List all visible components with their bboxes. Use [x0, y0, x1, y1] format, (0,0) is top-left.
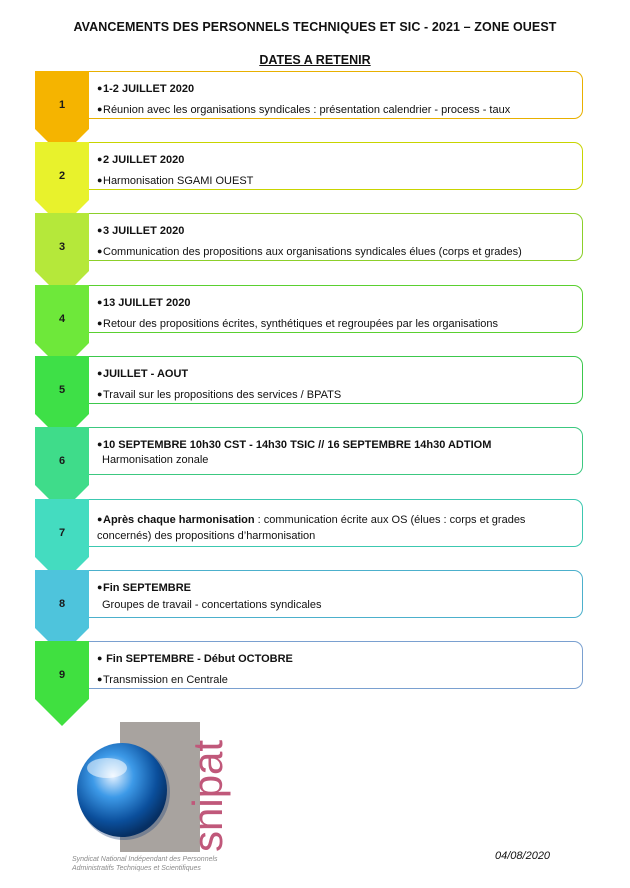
step-date: 13 JUILLET 2020 — [103, 297, 191, 309]
step-card-2: ●2 JUILLET 2020 ●Harmonisation SGAMI OUEST — [89, 142, 583, 190]
footer-date: 04/08/2020 — [495, 850, 551, 862]
step-text: Communication des propositions aux organisations syndicales élues (corps et grades) — [103, 246, 522, 258]
step-date: 2 JUILLET 2020 — [103, 154, 185, 166]
logo-wordmark: snipat — [184, 739, 231, 852]
step-number: 7 — [58, 527, 66, 539]
page-subtitle: DATES A RETENIR — [259, 53, 371, 67]
step-card-7: ●Après chaque harmonisation : communication écrite aux OS (élues : corps et grades concernés) des propositions d’harmonisation — [89, 499, 583, 547]
step-date: Après chaque harmonisation — [103, 514, 255, 526]
step-text: Transmission en Centrale — [103, 674, 228, 686]
step-number: 6 — [58, 455, 66, 467]
step-date: JUILLET - AOUT — [103, 368, 189, 380]
step-date: 3 JUILLET 2020 — [103, 225, 185, 237]
step-text: Réunion avec les organisations syndicales : présentation calendrier - process - taux — [103, 104, 511, 116]
step-card-9: ● Fin SEPTEMBRE - Début OCTOBRE ●Transmission en Centrale — [89, 641, 583, 689]
snipat-logo — [72, 722, 237, 882]
step-text: : communication écrite aux OS (élues : corps et grades concernés) des propositions d’harmonisation — [97, 514, 526, 542]
step-number: 8 — [58, 598, 66, 610]
step-number: 4 — [58, 313, 66, 325]
step-card-6: ●10 SEPTEMBRE 10h30 CST - 14h30 TSIC // 16 SEPTEMBRE 14h30 ADTIOM Harmonisation zonale — [89, 427, 583, 475]
step-date: Fin SEPTEMBRE — [103, 582, 192, 594]
logo-caption: Syndicat National Indépendant des Personnels Administratifs Techniques et Scientifiques — [72, 856, 218, 872]
step-number: 5 — [58, 384, 66, 396]
step-date: Fin SEPTEMBRE - Début OCTOBRE — [106, 653, 293, 665]
step-date: 1-2 JUILLET 2020 — [103, 83, 195, 95]
step-number: 3 — [58, 241, 66, 253]
step-card-5: ●JUILLET - AOUT ●Travail sur les propositions des services / BPATS — [89, 356, 583, 404]
step-text: Groupes de travail - concertations syndicales — [102, 599, 322, 611]
step-chevron-9 — [35, 641, 89, 726]
step-number: 9 — [58, 669, 66, 681]
step-card-3: ●3 JUILLET 2020 ●Communication des propositions aux organisations syndicales élues (corps et grades) — [89, 213, 583, 261]
step-number: 2 — [58, 170, 66, 182]
page-title: AVANCEMENTS DES PERSONNELS TECHNIQUES ET SIC - 2021 – ZONE OUEST — [73, 20, 557, 34]
step-text: Travail sur les propositions des services / BPATS — [103, 389, 342, 401]
step-date: 10 SEPTEMBRE 10h30 CST - 14h30 TSIC // 16 SEPTEMBRE 14h30 ADTIOM — [103, 439, 492, 451]
step-card-8: ●Fin SEPTEMBRE Groupes de travail - concertations syndicales — [89, 570, 583, 618]
step-number: 1 — [58, 99, 66, 111]
step-card-4: ●13 JUILLET 2020 ●Retour des propositions écrites, synthétiques et regroupées par les organisations — [89, 285, 583, 333]
step-text: Retour des propositions écrites, synthétiques et regroupées par les organisations — [103, 318, 499, 330]
step-card-1: ●1-2 JUILLET 2020 ●Réunion avec les organisations syndicales : présentation calendrier - process - taux — [89, 71, 583, 119]
globe-icon — [72, 740, 182, 852]
step-text: Harmonisation zonale — [102, 454, 209, 466]
step-text: Harmonisation SGAMI OUEST — [103, 175, 254, 187]
